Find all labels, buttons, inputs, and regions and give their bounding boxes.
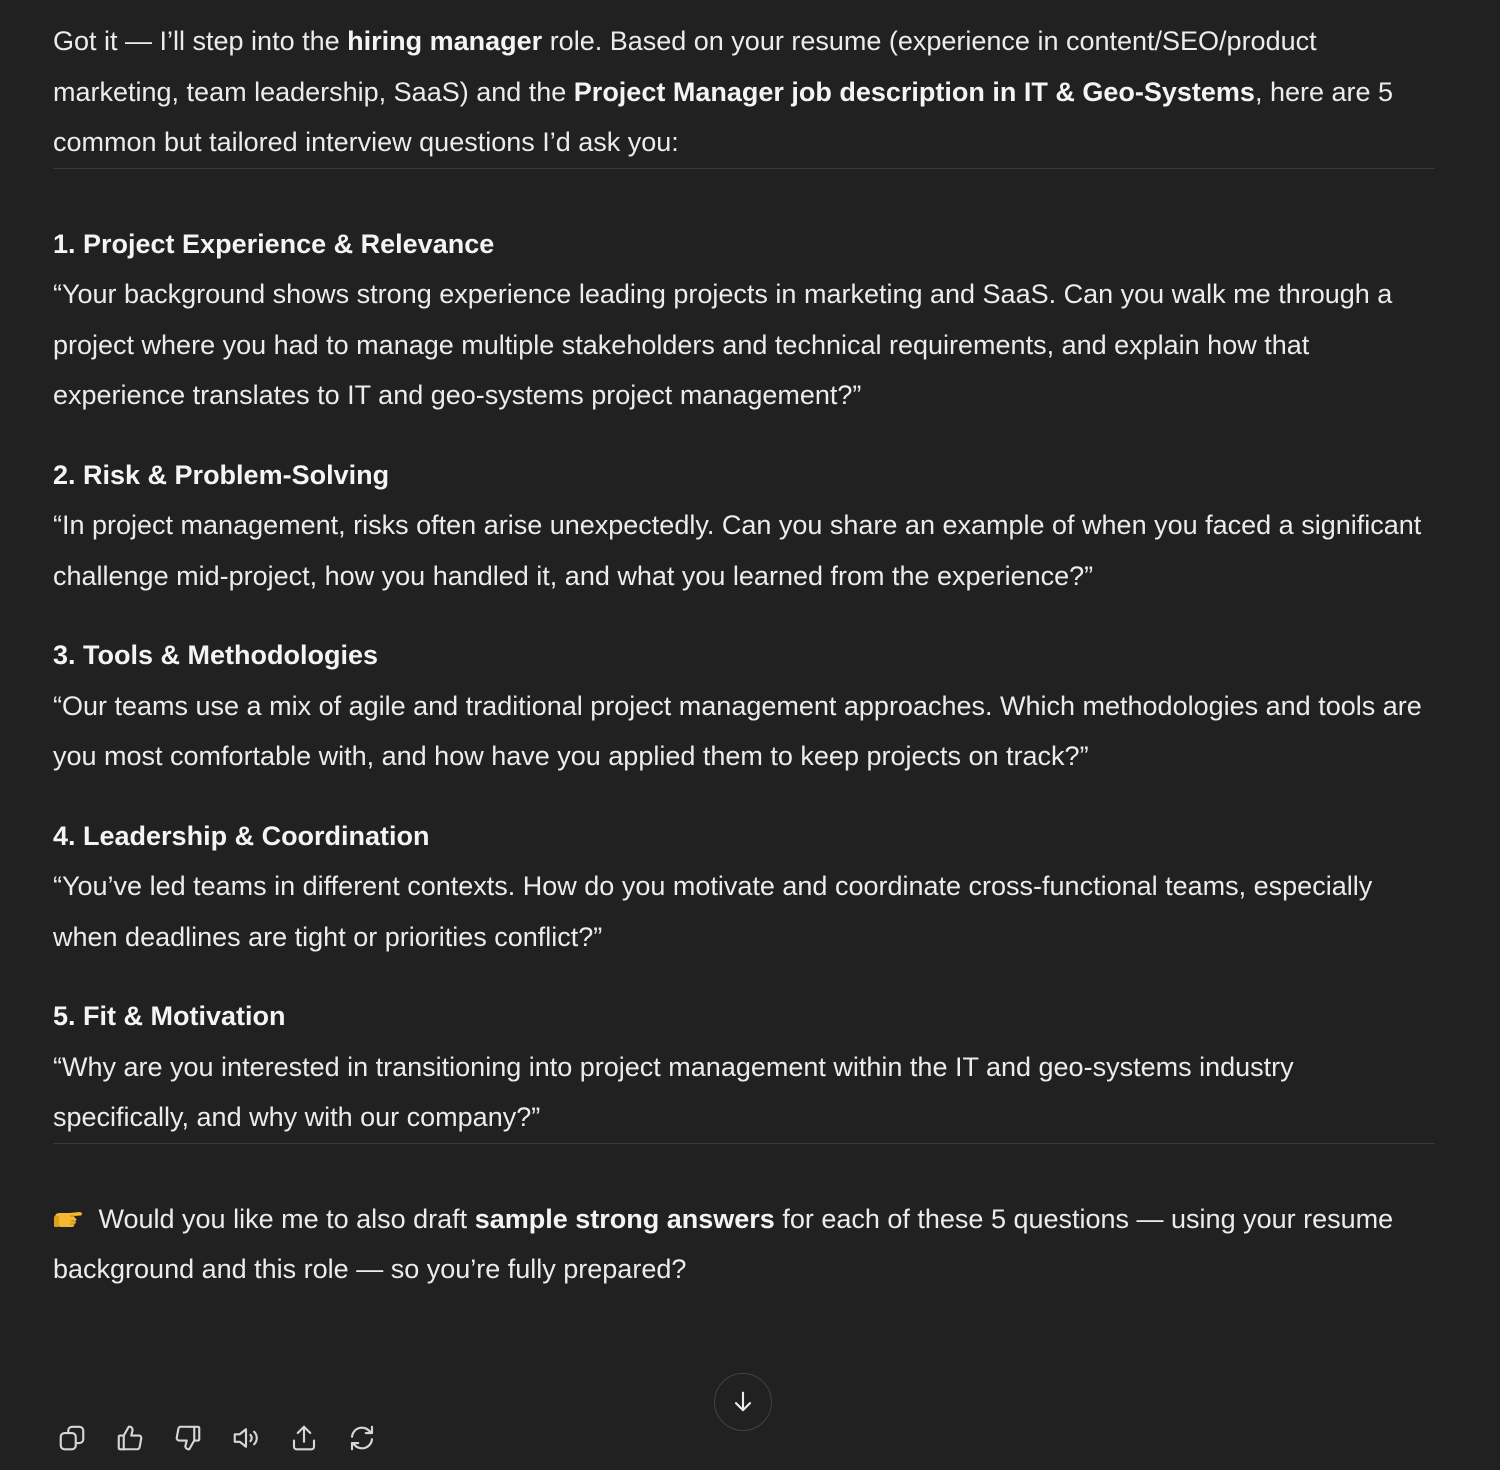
share-icon <box>289 1423 319 1453</box>
intro-bold-1: hiring manager <box>347 26 543 56</box>
question-item <box>53 219 1435 421</box>
question-text: “Why are you interested in transitioning into project management within the IT and geo-systems industry specifically, and why with our company?” <box>53 1051 1294 1132</box>
thumbs-down-icon <box>173 1423 203 1453</box>
regenerate-icon <box>347 1423 377 1453</box>
intro-paragraph <box>53 16 1435 168</box>
copy-button[interactable] <box>53 1419 90 1456</box>
intro-text-1: Got it — I’ll step into the <box>53 26 348 56</box>
question-title: 5. Fit & Motivation <box>53 1001 286 1031</box>
question-item <box>53 450 1435 602</box>
question-title: 3. Tools & Methodologies <box>53 640 379 670</box>
question-item <box>53 630 1435 782</box>
question-text: “You’ve led teams in different contexts. How do you motivate and coordinate cross-functional teams, especially when deadlines are tight or priorities conflict?” <box>53 871 1373 952</box>
divider <box>53 168 1435 169</box>
message-action-bar <box>53 1419 380 1459</box>
arrow-down-icon <box>729 1388 757 1416</box>
read-aloud-button[interactable] <box>227 1419 264 1456</box>
question-title: 2. Risk & Problem-Solving <box>53 459 390 490</box>
question-text: “In project management, risks often arise unexpectedly. Can you share an example of when you faced a significant challenge mid-project, how you handled it, and what you learned from the experience?” <box>53 510 1422 591</box>
share-button[interactable] <box>285 1419 322 1456</box>
intro-text-2: role. Based on your resume (experience in content/SEO/product marketing, team leadership, SaaS) and the <box>53 26 1317 107</box>
question-item <box>53 811 1435 963</box>
intro-bold-2: Project Manager job description in IT & Geo-Systems <box>573 76 1255 107</box>
question-title: 4. Leadership & Coordination <box>53 820 430 851</box>
divider <box>53 1143 1435 1144</box>
question-list <box>53 219 1435 1143</box>
pointing-hand-icon <box>53 1196 85 1218</box>
speaker-icon <box>231 1423 261 1453</box>
outro-paragraph <box>53 1194 1435 1295</box>
intro-text-3: , here are 5 common but tailored interview questions I’d ask you: <box>53 76 1394 157</box>
outro-text-1: Would you like me to also draft <box>91 1203 475 1234</box>
good-response-button[interactable] <box>111 1419 148 1456</box>
outro-text-2: for each of these 5 questions — using your resume background and this role — so you’re fully prepared? <box>53 1203 1394 1284</box>
bad-response-button[interactable] <box>169 1419 206 1456</box>
question-text: “Our teams use a mix of agile and traditional project management approaches. Which methodologies and tools are you most comfortable with, and how have you applied them to keep projects on track?” <box>53 690 1422 771</box>
assistant-message <box>53 16 1435 1295</box>
question-title: 1. Project Experience & Relevance <box>53 228 495 259</box>
regenerate-button[interactable] <box>343 1419 380 1456</box>
question-text: “Your background shows strong experience leading projects in marketing and SaaS. Can you walk me through a project where you had to manage multiple stakeholders and technical requirements, and explain how that experience translates to IT and geo-systems project management?” <box>53 279 1393 410</box>
question-item <box>53 991 1435 1143</box>
outro-bold-1: sample strong answers <box>474 1203 775 1234</box>
thumbs-up-icon <box>115 1423 145 1453</box>
scroll-to-bottom-button[interactable] <box>714 1373 772 1431</box>
copy-icon <box>57 1423 87 1453</box>
